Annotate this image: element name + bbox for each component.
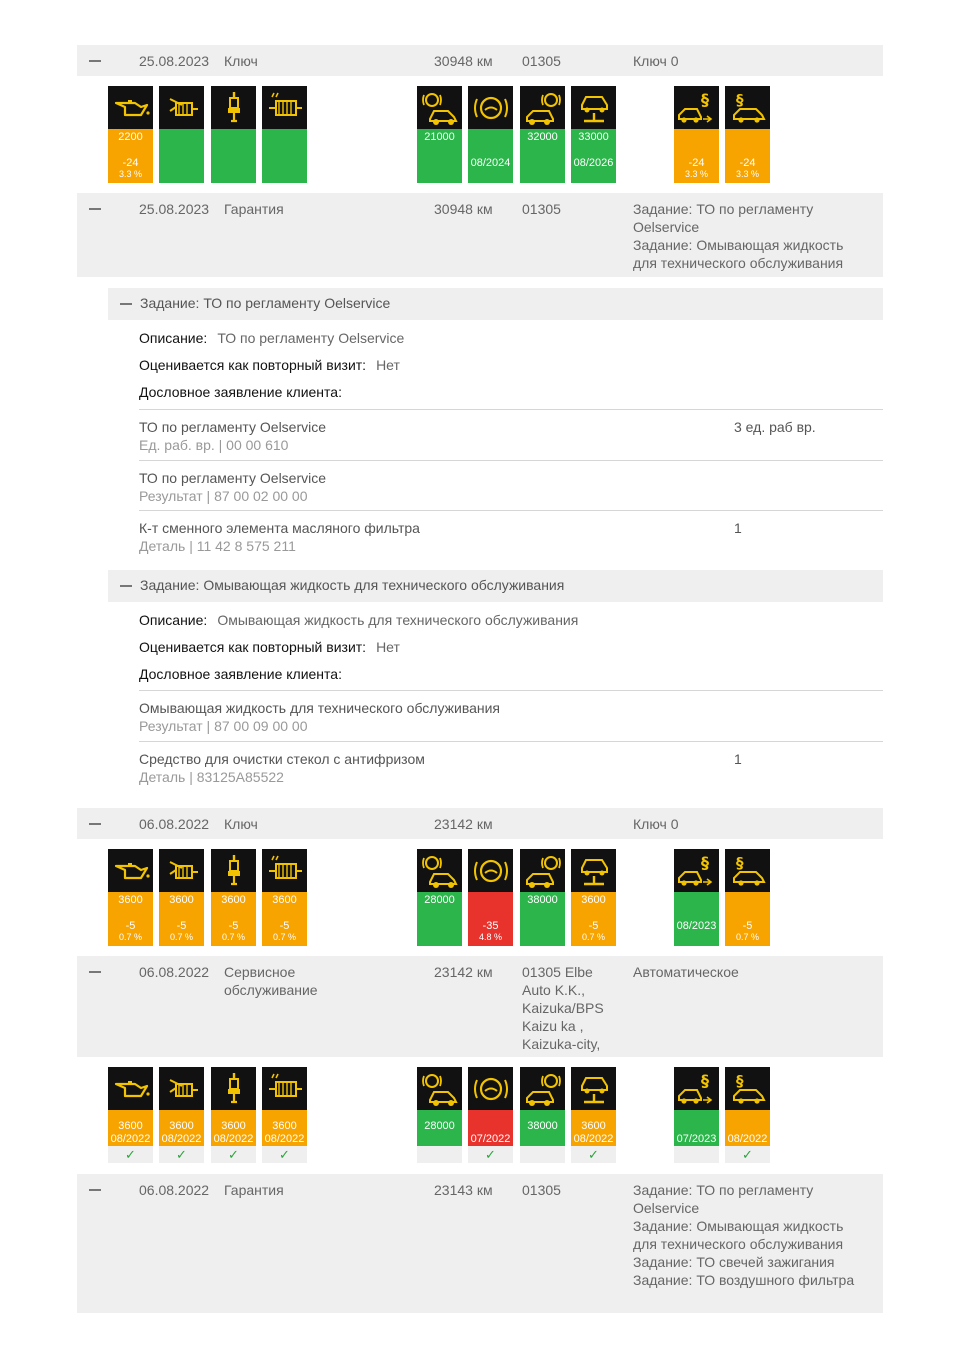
task-title: Задание: Омывающая жидкость для технического обслуживания: [140, 577, 565, 593]
tile-value: 3600: [272, 1120, 297, 1132]
tile-status: [725, 129, 770, 183]
history-row-key-2022[interactable]: [77, 808, 883, 839]
history-row-key-2023[interactable]: [77, 45, 883, 76]
tile-date: 08/2022: [110, 1133, 151, 1145]
row-info: Ключ 0: [633, 816, 679, 832]
service-tile[interactable]: [108, 86, 153, 183]
tile-remaining: -35: [482, 920, 499, 932]
rear-brake-icon: [520, 86, 565, 129]
task-item: [139, 510, 883, 561]
tile-remaining: -5: [228, 920, 239, 932]
tile-status: [211, 129, 256, 183]
svg-text:§: §: [700, 852, 709, 872]
fuel-filter-icon: [159, 86, 204, 129]
tile-remaining: -5: [279, 920, 290, 932]
row-type: Ключ: [224, 53, 258, 69]
service-tile[interactable]: [520, 849, 565, 946]
svg-text:§: §: [700, 1070, 709, 1090]
spark-plug-icon: [211, 849, 256, 892]
tile-status: [417, 892, 462, 946]
check-icon: ✓: [211, 1146, 256, 1163]
row-date: 06.08.2022: [139, 816, 210, 832]
brake-fluid-icon: [468, 86, 513, 129]
item-qty: 1: [734, 520, 742, 536]
tile-status: [108, 129, 153, 183]
service-tile[interactable]: [520, 86, 565, 183]
row-type: Гарантия: [224, 1182, 284, 1198]
service-tile[interactable]: [674, 1067, 719, 1163]
tile-date: 08/2022: [573, 1133, 614, 1145]
vehicle-inspection-icon: [725, 1067, 770, 1110]
service-tile[interactable]: [468, 1067, 513, 1163]
tile-status: [159, 129, 204, 183]
front-brake-icon: [417, 86, 462, 129]
collapse-icon[interactable]: [89, 60, 101, 62]
svg-text:§: §: [735, 90, 743, 109]
tile-value: 3600: [169, 894, 194, 906]
service-tile[interactable]: [159, 849, 204, 946]
service-tile[interactable]: [417, 86, 462, 183]
item-qty: 3 ед. раб вр.: [734, 419, 816, 435]
row-info: Задание: ТО по регламенту Oelservice Задание: Омывающая жидкость для технического обслуживания Задание: ТО свечей зажигания Задание: ТО воздушного фильтра: [633, 1182, 855, 1288]
collapse-icon[interactable]: [120, 303, 132, 305]
tile-remaining: -5: [176, 920, 187, 932]
vehicle-lift-icon: [571, 1067, 616, 1110]
check-icon: ✓: [108, 1146, 153, 1163]
row-km: 30948 км: [434, 53, 493, 69]
tile-status: [417, 129, 462, 183]
task-repeat-visit: [139, 638, 400, 656]
item-name: ТО по регламенту Oelservice: [139, 470, 327, 486]
oil-can-icon: [108, 1067, 153, 1110]
task-item: [139, 460, 883, 511]
tile-status: [468, 129, 513, 183]
check-icon: ✓: [159, 1146, 204, 1163]
row-dealer: 01305 Elbe Auto K.K., Kaizuka/BPS Kaizu ka , Kaizuka-city,: [522, 964, 604, 1052]
tile-value: 38000: [527, 894, 558, 906]
tile-date: 08/2022: [213, 1133, 254, 1145]
brake-fluid-icon: [468, 1067, 513, 1110]
fuel-filter-icon: [159, 1067, 204, 1110]
fuel-filter-icon: [159, 849, 204, 892]
row-dealer: 01305: [522, 1182, 561, 1198]
tile-status: [468, 1110, 513, 1146]
tile-value: 28000: [424, 894, 455, 906]
tile-remaining: -24: [739, 157, 756, 169]
collapse-icon[interactable]: [89, 208, 101, 210]
history-row-service-2022[interactable]: [77, 956, 883, 1057]
tile-value: 3600: [118, 894, 143, 906]
service-tile[interactable]: [571, 1067, 616, 1163]
service-tile[interactable]: [211, 1067, 256, 1163]
tile-status: [262, 1110, 307, 1146]
task-item: [139, 409, 883, 460]
description-label: Описание:: [139, 612, 208, 628]
tile-percent: 3.3 %: [735, 169, 759, 179]
tile-percent: 0.7 %: [169, 932, 193, 942]
tile-value: 21000: [424, 131, 455, 143]
collapse-icon[interactable]: [89, 971, 101, 973]
tile-status: [520, 129, 565, 183]
spark-plug-icon: [211, 86, 256, 129]
task-repeat-visit: [139, 356, 400, 374]
item-sub: Деталь | 11 42 8 575 211: [139, 538, 296, 554]
svg-text:§: §: [735, 853, 743, 872]
air-filter-icon: [262, 849, 307, 892]
collapse-icon[interactable]: [89, 823, 101, 825]
tile-status: [674, 892, 719, 946]
spark-plug-icon: [211, 1067, 256, 1110]
tile-remaining: -5: [125, 920, 136, 932]
tile-status: [262, 129, 307, 183]
repeat-label: Оценивается как повторный визит:: [139, 357, 367, 373]
tile-percent: 0.7 %: [272, 932, 296, 942]
tile-remaining: -24: [688, 157, 705, 169]
tile-value: 3600: [169, 1120, 194, 1132]
service-tile[interactable]: [417, 1067, 462, 1163]
tile-status: [520, 892, 565, 946]
tile-status: [211, 892, 256, 946]
check-icon: ✓: [725, 1146, 770, 1163]
tile-remaining: -5: [588, 920, 599, 932]
item-sub: Результат | 87 00 09 00 00: [139, 718, 308, 734]
item-sub: Результат | 87 00 02 00 00: [139, 488, 308, 504]
tile-status: [108, 892, 153, 946]
svg-text:§: §: [700, 89, 709, 109]
service-tile[interactable]: [211, 86, 256, 183]
tile-value: 3600: [221, 1120, 246, 1132]
service-tile[interactable]: [159, 86, 204, 183]
vehicle-inspection-icon: [725, 86, 770, 129]
task-header-oelservice[interactable]: [108, 288, 883, 320]
item-name: К-т сменного элемента масляного фильтра: [139, 520, 420, 536]
front-brake-icon: [417, 849, 462, 892]
task-client-statement: Дословное заявление клиента:: [139, 666, 342, 682]
service-tile[interactable]: [211, 849, 256, 946]
service-tile[interactable]: [674, 86, 719, 183]
tile-status: [571, 1110, 616, 1146]
tile-percent: 0.7 %: [581, 932, 605, 942]
exhaust-inspection-icon: [674, 849, 719, 892]
service-tile[interactable]: [262, 86, 307, 183]
exhaust-inspection-icon: [674, 1067, 719, 1110]
tile-percent: 3.3 %: [118, 169, 142, 179]
tile-percent: 3.3 %: [684, 169, 708, 179]
tile-status: [571, 892, 616, 946]
task-item: [139, 690, 883, 741]
history-row-warranty-2023[interactable]: [77, 193, 883, 277]
check-icon: ✓: [262, 1146, 307, 1163]
task-description: [139, 329, 404, 347]
task-header-washer-fluid[interactable]: [108, 570, 883, 602]
item-qty: 1: [734, 751, 742, 767]
row-date: 25.08.2023: [139, 53, 210, 69]
row-km: 23142 км: [434, 816, 493, 832]
tile-date: 08/2022: [264, 1133, 305, 1145]
task-client-statement: Дословное заявление клиента:: [139, 384, 342, 400]
service-tile[interactable]: [520, 1067, 565, 1163]
oil-can-icon: [108, 849, 153, 892]
row-km: 23142 км: [434, 964, 493, 980]
repeat-value: Нет: [376, 357, 400, 373]
row-type: Сервисное обслуживание: [224, 964, 318, 998]
check-icon: ✓: [468, 1146, 513, 1163]
service-tile[interactable]: [468, 849, 513, 946]
row-km: 30948 км: [434, 201, 493, 217]
tile-date: 07/2022: [470, 1133, 511, 1145]
tile-value: 3600: [221, 894, 246, 906]
description-label: Описание:: [139, 330, 208, 346]
service-tile[interactable]: [725, 1067, 770, 1163]
row-type: Ключ: [224, 816, 258, 832]
item-sub: Ед. раб. вр. | 00 00 610: [139, 437, 289, 453]
tile-value: 3600: [272, 894, 297, 906]
service-tile[interactable]: [725, 86, 770, 183]
tile-status: [674, 129, 719, 183]
row-dealer: 01305: [522, 201, 561, 217]
tile-status: [211, 1110, 256, 1146]
task-title: Задание: ТО по регламенту Oelservice: [140, 295, 391, 311]
tile-percent: 0.7 %: [221, 932, 245, 942]
check-empty: [520, 1146, 565, 1163]
vehicle-inspection-icon: [725, 849, 770, 892]
row-km: 23143 км: [434, 1182, 493, 1198]
row-type: Гарантия: [224, 201, 284, 217]
tile-value: 3600: [581, 1120, 606, 1132]
collapse-icon[interactable]: [89, 1189, 101, 1191]
rear-brake-icon: [520, 1067, 565, 1110]
tile-status: [674, 1110, 719, 1146]
row-info: Задание: ТО по регламенту Oelservice Задание: Омывающая жидкость для технического обслуживания: [633, 201, 844, 271]
service-tile[interactable]: [262, 1067, 307, 1163]
tile-value: 38000: [527, 1120, 558, 1132]
tile-value: 28000: [424, 1120, 455, 1132]
tile-date: 08/2024: [470, 157, 511, 169]
row-dealer: 01305: [522, 53, 561, 69]
tile-date: 08/2022: [161, 1133, 202, 1145]
brake-fluid-icon: [468, 849, 513, 892]
history-row-warranty-2022[interactable]: [77, 1174, 883, 1313]
tile-status: [159, 892, 204, 946]
tile-value: 32000: [527, 131, 558, 143]
service-tile[interactable]: [468, 86, 513, 183]
check-empty: [674, 1146, 719, 1163]
row-info: Автоматическое: [633, 964, 739, 980]
tile-status: [520, 1110, 565, 1146]
oil-can-icon: [108, 86, 153, 129]
tile-status: [725, 892, 770, 946]
item-sub: Деталь | 83125A85522: [139, 769, 284, 785]
tile-status: [417, 1110, 462, 1146]
row-date: 06.08.2022: [139, 964, 210, 980]
description-value: ТО по регламенту Oelservice: [217, 330, 405, 346]
service-tile[interactable]: [417, 849, 462, 946]
tile-value: 3600: [581, 894, 606, 906]
row-date: 06.08.2022: [139, 1182, 210, 1198]
tile-status: [571, 129, 616, 183]
service-tile[interactable]: [571, 86, 616, 183]
tile-status: [108, 1110, 153, 1146]
service-tile[interactable]: [108, 849, 153, 946]
tile-remaining: -24: [122, 157, 139, 169]
tile-percent: 4.8 %: [478, 932, 502, 942]
repeat-label: Оценивается как повторный визит:: [139, 639, 367, 655]
item-name: Омывающая жидкость для технического обслуживания: [139, 700, 501, 716]
service-tile[interactable]: [108, 1067, 153, 1163]
service-tile[interactable]: [262, 849, 307, 946]
tile-percent: 0.7 %: [118, 932, 142, 942]
item-name: ТО по регламенту Oelservice: [139, 419, 327, 435]
row-info: Ключ 0: [633, 53, 679, 69]
service-tile[interactable]: [674, 849, 719, 946]
description-value: Омывающая жидкость для технического обслуживания: [217, 612, 579, 628]
tile-date: 08/2023: [676, 920, 717, 932]
check-empty: [417, 1146, 462, 1163]
tile-date: 07/2023: [676, 1133, 717, 1145]
front-brake-icon: [417, 1067, 462, 1110]
row-date: 25.08.2023: [139, 201, 210, 217]
tile-date: 08/2026: [573, 157, 614, 169]
svg-text:§: §: [735, 1071, 743, 1090]
tile-percent: 0.7 %: [735, 932, 759, 942]
rear-brake-icon: [520, 849, 565, 892]
vehicle-lift-icon: [571, 849, 616, 892]
item-name: Средство для очистки стекол с антифризом: [139, 751, 425, 767]
tile-remaining: -5: [742, 920, 753, 932]
tile-value: 3600: [118, 1120, 143, 1132]
air-filter-icon: [262, 1067, 307, 1110]
collapse-icon[interactable]: [120, 585, 132, 587]
air-filter-icon: [262, 86, 307, 129]
service-tile[interactable]: [725, 849, 770, 946]
tile-date: 08/2022: [727, 1133, 768, 1145]
vehicle-lift-icon: [571, 86, 616, 129]
tile-status: [468, 892, 513, 946]
tile-status: [159, 1110, 204, 1146]
tile-value: 2200: [118, 131, 143, 143]
tile-value: 33000: [578, 131, 609, 143]
repeat-value: Нет: [376, 639, 400, 655]
check-icon: ✓: [571, 1146, 616, 1163]
tile-status: [262, 892, 307, 946]
tile-status: [725, 1110, 770, 1146]
service-tile[interactable]: [159, 1067, 204, 1163]
service-tile[interactable]: [571, 849, 616, 946]
exhaust-inspection-icon: [674, 86, 719, 129]
task-description: [139, 611, 578, 629]
task-item: [139, 741, 883, 792]
